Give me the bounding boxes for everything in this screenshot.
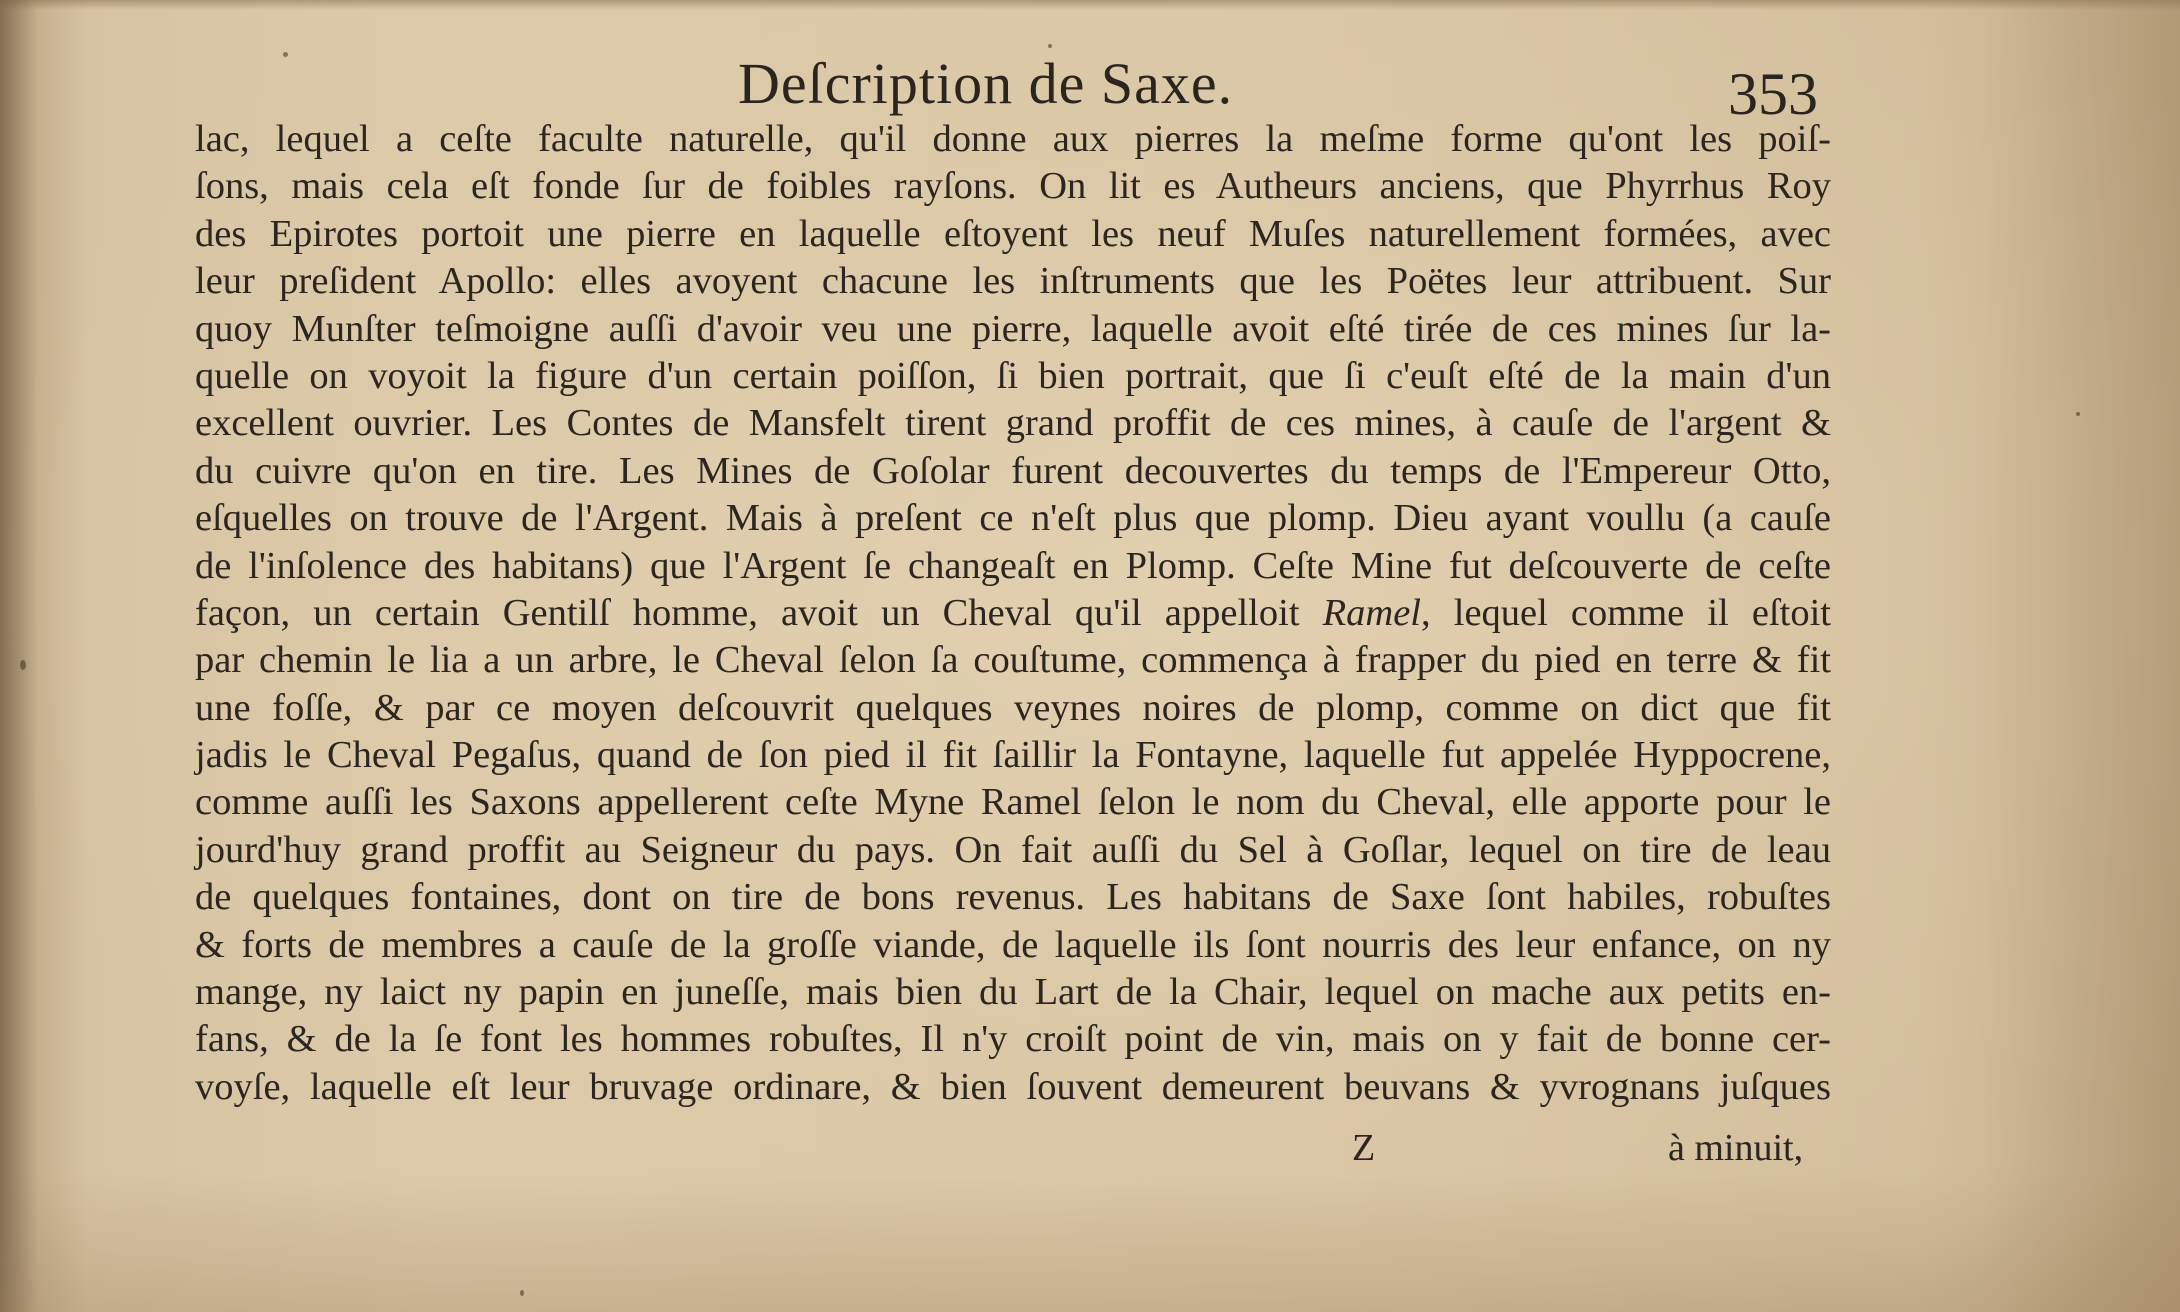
- paper-speck: [20, 660, 26, 670]
- italic-word: Ramel: [1322, 591, 1421, 634]
- paper-speck: [283, 52, 288, 57]
- text-line: du cuivre qu'on en tire. Les Mines de Goſolar furent decouvertes du temps de l'Empereur Otto,: [195, 449, 1831, 492]
- text-line: de l'inſolence des habitans) que l'Argent ſe changeaſt en Plomp. Ceſte Mine fut deſcouverte de ceſte: [195, 544, 1831, 587]
- catchword: à minuit,: [1668, 1127, 1804, 1169]
- gutter-shadow: [0, 0, 38, 1312]
- text-line: leur preſident Apollo: elles avoyent chacune les inſtruments que les Poëtes leur attribuent. Sur: [195, 260, 1831, 303]
- text-line: comme auſſi les Saxons appellerent ceſte Myne Ramel ſelon le nom du Cheval, elle apporte pour le: [195, 781, 1831, 824]
- text-line: par chemin le lia a un arbre, le Cheval ſelon ſa couſtume, commença à frapper du pied en terre & fit: [195, 639, 1831, 682]
- text-line: fans, & de la ſe font les hommes robuſtes, Il n'y croiſt point de vin, mais on y fait de bonne cer-: [195, 1018, 1831, 1061]
- text-line: lac, lequel a ceſte faculte naturelle, qu'il donne aux pierres la meſme forme qu'ont les poiſ-: [195, 118, 1831, 160]
- signature-mark: Z: [1352, 1127, 1376, 1169]
- paper-speck: [520, 1290, 524, 1296]
- text-line: des Epirotes portoit une pierre en laquelle eſtoyent les neuf Muſes naturellement formées, avec: [195, 212, 1831, 255]
- text-line: & forts de membres a cauſe de la groſſe viande, de laquelle ils ſont nourris des leur enfance, on ny: [195, 923, 1831, 966]
- right-vignette: [1980, 0, 2180, 1312]
- text-line: jadis le Cheval Pegaſus, quand de ſon pied il fit ſaillir la Fontayne, laquelle fut appelée Hyppocrene,: [195, 734, 1831, 777]
- text-line: mange, ny laict ny papin en juneſſe, mais bien du Lart de la Chair, lequel on mache aux petits en-: [195, 971, 1831, 1014]
- text-line: de quelques fontaines, dont on tire de bons revenus. Les habitans de Saxe ſont habiles, robuſtes: [195, 876, 1831, 919]
- page-number: 353: [1728, 61, 1818, 127]
- text-line: façon, un certain Gentilſ homme, avoit un Cheval qu'il appelloit Ramel, lequel comme il eſtoit: [195, 591, 1831, 634]
- text-line: ſons, mais cela eſt fonde ſur de foibles rayſons. On lit es Autheurs anciens, que Phyrrhus Roy: [195, 165, 1831, 208]
- text-line: voyſe, laquelle eſt leur bruvage ordinare, & bien ſouvent demeurent beuvans & yvrognans juſques: [195, 1065, 1831, 1108]
- text-line: quelle on voyoit la figure d'un certain poiſſon, ſi bien portrait, que ſi c'euſt eſté de la main d'un: [195, 354, 1831, 397]
- page-footer: [0, 1120, 2180, 1180]
- text-line: eſquelles on trouve de l'Argent. Mais à preſent ce n'eſt plus que plomp. Dieu ayant voullu (a cauſe: [195, 497, 1831, 540]
- paper-speck: [1048, 44, 1052, 48]
- top-edge-shadow: [0, 0, 2180, 10]
- text-line: jourd'huy grand proffit au Seigneur du pays. On fait auſſi du Sel à Goſlar, lequel on tire de leau: [195, 828, 1831, 871]
- body-text: [195, 116, 1831, 1111]
- bottom-vignette: [0, 1172, 2180, 1312]
- text-line: quoy Munſter teſmoigne auſſi d'avoir veu une pierre, laquelle avoit eſté tirée de ces mines ſur la-: [195, 307, 1831, 350]
- paper-speck: [2076, 412, 2080, 416]
- text-line: une foſſe, & par ce moyen deſcouvrit quelques veynes noires de plomp, comme on dict que fit: [195, 686, 1831, 729]
- running-title: Deſcription de Saxe.: [738, 51, 1234, 116]
- text-line: excellent ouvrier. Les Contes de Mansfelt tirent grand proffit de ces mines, à cauſe de l'argent &: [195, 402, 1831, 445]
